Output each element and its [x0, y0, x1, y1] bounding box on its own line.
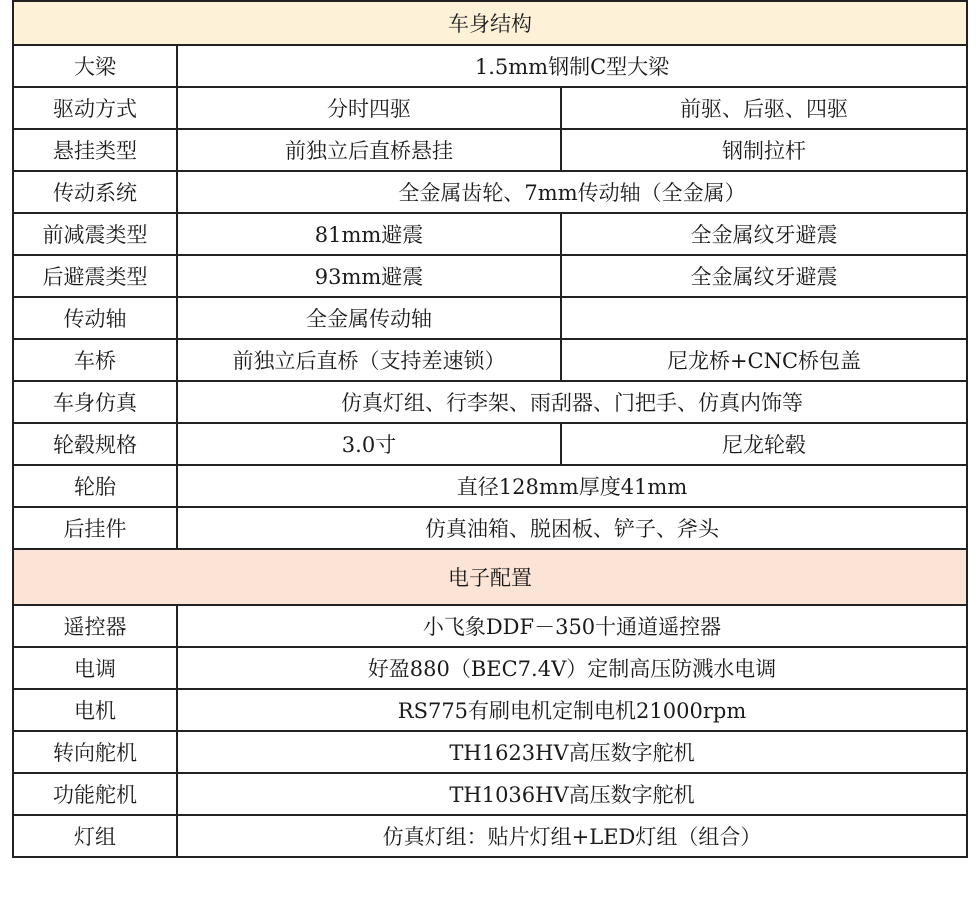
row-label: 悬挂类型 [13, 129, 177, 171]
section-header-electronics [13, 549, 967, 605]
spec-table [12, 0, 968, 858]
row-label: 大梁 [13, 45, 177, 87]
table-row [13, 605, 967, 647]
row-value: 93mm避震 [177, 255, 561, 297]
table-row [13, 171, 967, 213]
row-value: 前独立后直桥悬挂 [177, 129, 561, 171]
row-label: 轮胎 [13, 465, 177, 507]
row-value-2: 前驱、后驱、四驱 [561, 87, 967, 129]
row-label: 车桥 [13, 339, 177, 381]
row-label: 轮毂规格 [13, 423, 177, 465]
row-label: 遥控器 [13, 605, 177, 647]
row-label: 传动轴 [13, 297, 177, 339]
table-row [13, 647, 967, 689]
section-title: 电子配置 [13, 549, 967, 605]
row-value-2: 钢制拉杆 [561, 129, 967, 171]
row-value: 全金属传动轴 [177, 297, 561, 339]
table-row [13, 129, 967, 171]
row-label: 灯组 [13, 815, 177, 857]
row-value: 81mm避震 [177, 213, 561, 255]
row-value: 全金属齿轮、7mm传动轴（全金属） [177, 171, 967, 213]
table-row [13, 423, 967, 465]
row-value: 3.0寸 [177, 423, 561, 465]
table-row [13, 339, 967, 381]
table-row [13, 773, 967, 815]
section-header-body [13, 1, 967, 45]
row-value: 仿真灯组：贴片灯组+LED灯组（组合） [177, 815, 967, 857]
table-row [13, 465, 967, 507]
table-row [13, 731, 967, 773]
table-row [13, 213, 967, 255]
spec-table-container [12, 0, 966, 858]
row-value: TH1036HV高压数字舵机 [177, 773, 967, 815]
row-value-2: 尼龙桥+CNC桥包盖 [561, 339, 967, 381]
row-value: 1.5mm钢制C型大梁 [177, 45, 967, 87]
row-value: 仿真油箱、脱困板、铲子、斧头 [177, 507, 967, 549]
row-label: 传动系统 [13, 171, 177, 213]
row-label: 转向舵机 [13, 731, 177, 773]
table-row [13, 87, 967, 129]
table-row [13, 45, 967, 87]
table-row [13, 297, 967, 339]
row-label: 前减震类型 [13, 213, 177, 255]
row-value: 仿真灯组、行李架、雨刮器、门把手、仿真内饰等 [177, 381, 967, 423]
row-label: 电调 [13, 647, 177, 689]
row-label: 功能舵机 [13, 773, 177, 815]
row-value-2: 尼龙轮毂 [561, 423, 967, 465]
row-value: RS775有刷电机定制电机21000rpm [177, 689, 967, 731]
table-row [13, 381, 967, 423]
row-value: 前独立后直桥（支持差速锁） [177, 339, 561, 381]
row-value: 直径128mm厚度41mm [177, 465, 967, 507]
row-value: 好盈880（BEC7.4V）定制高压防溅水电调 [177, 647, 967, 689]
row-label: 电机 [13, 689, 177, 731]
row-value-2 [561, 297, 967, 339]
table-row [13, 255, 967, 297]
row-label: 后挂件 [13, 507, 177, 549]
row-label: 驱动方式 [13, 87, 177, 129]
table-row [13, 815, 967, 857]
row-value-2: 全金属纹牙避震 [561, 213, 967, 255]
row-label: 后避震类型 [13, 255, 177, 297]
table-row [13, 689, 967, 731]
table-row [13, 507, 967, 549]
row-value: 分时四驱 [177, 87, 561, 129]
section-title: 车身结构 [13, 1, 967, 45]
row-value: TH1623HV高压数字舵机 [177, 731, 967, 773]
row-label: 车身仿真 [13, 381, 177, 423]
row-value-2: 全金属纹牙避震 [561, 255, 967, 297]
row-value: 小飞象DDF－350十通道遥控器 [177, 605, 967, 647]
